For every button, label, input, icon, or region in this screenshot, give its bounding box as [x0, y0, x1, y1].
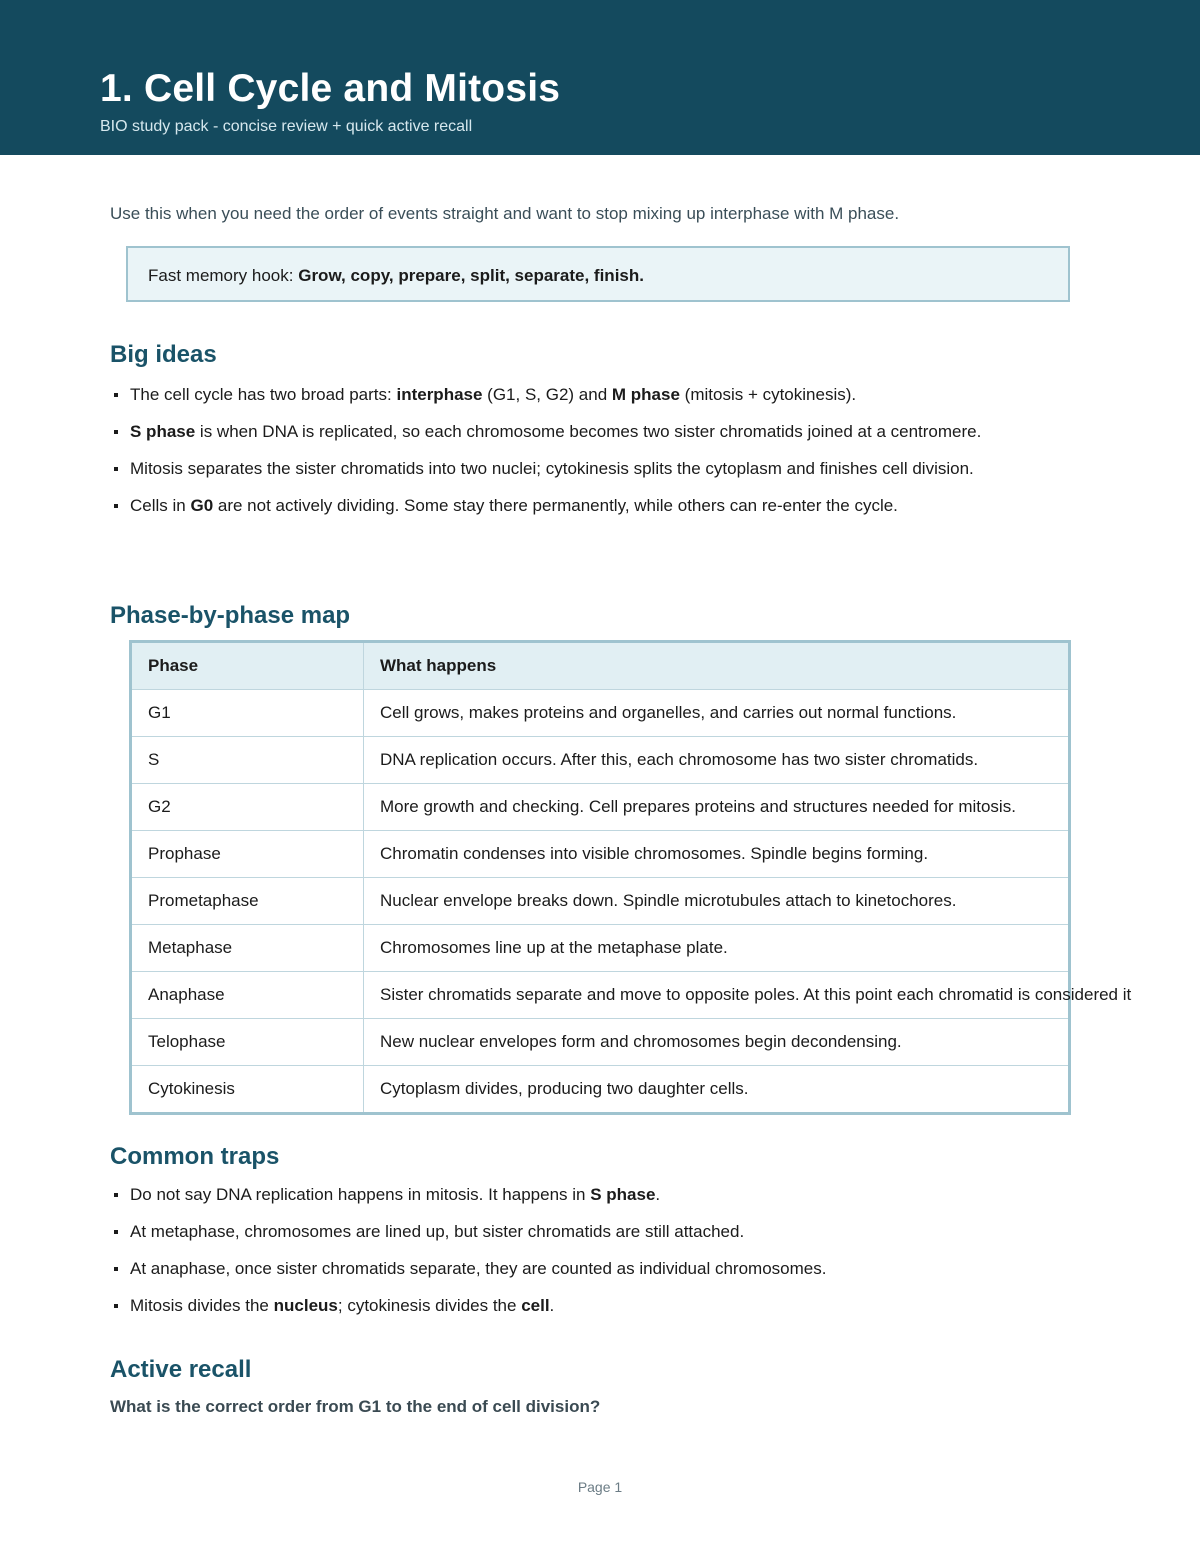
common-traps-list	[110, 1182, 1050, 1330]
common-traps-heading: Common traps	[110, 1143, 280, 1170]
text-segment: ; cytokinesis divides the	[337, 1296, 522, 1315]
description-cell: Cell grows, makes proteins and organelles, and carries out normal functions.	[364, 690, 1070, 737]
phase-cell: G2	[131, 784, 364, 831]
big-ideas-list	[110, 382, 1050, 530]
phase-cell: Telophase	[131, 1019, 364, 1066]
text-segment: .	[655, 1185, 661, 1204]
phase-cell: S	[131, 737, 364, 784]
list-item	[110, 419, 1050, 444]
text-segment: (mitosis + cytokinesis).	[679, 385, 857, 404]
phase-cell: Prophase	[131, 831, 364, 878]
table-row	[131, 737, 1070, 784]
table-header-row	[131, 642, 1070, 690]
text-segment: The cell cycle has two broad parts:	[130, 385, 397, 404]
bold-term: S phase	[130, 422, 196, 441]
page-number: Page 1	[577, 1479, 623, 1495]
table-row	[131, 784, 1070, 831]
bold-term: M phase	[611, 385, 680, 404]
list-item	[110, 1256, 1050, 1281]
bold-term: cell	[521, 1296, 550, 1315]
text-segment: .	[549, 1296, 555, 1315]
table-row	[131, 878, 1070, 925]
phase-cell: Prometaphase	[131, 878, 364, 925]
description-cell: Sister chromatids separate and move to opposite poles. At this point each chromatid is considered it	[364, 972, 1070, 1019]
phase-cell: Anaphase	[131, 972, 364, 1019]
text-segment: Mitosis divides the	[130, 1296, 274, 1315]
recall-question: What is the correct order from G1 to the end of cell division?	[110, 1397, 601, 1416]
phase-table	[129, 640, 1132, 1115]
description-cell: New nuclear envelopes form and chromosomes begin decondensing.	[364, 1019, 1070, 1066]
list-item	[110, 456, 1050, 481]
memory-hook-callout	[126, 246, 1070, 302]
table-row	[131, 831, 1070, 878]
list-item	[110, 1293, 1050, 1318]
description-cell: Chromatin condenses into visible chromosomes. Spindle begins forming.	[364, 831, 1070, 878]
text-segment: Cells in	[130, 496, 191, 515]
text-segment: Mitosis separates the sister chromatids into two nuclei; cytokinesis splits the cytoplasm and finishes cell division.	[130, 459, 974, 478]
memory-hook-text: Grow, copy, prepare, split, separate, finish.	[298, 266, 644, 285]
page-header	[0, 0, 1200, 155]
text-segment: At metaphase, chromosomes are lined up, but sister chromatids are still attached.	[130, 1222, 745, 1241]
text-segment: Do not say DNA replication happens in mitosis. It happens in	[130, 1185, 591, 1204]
table-row	[131, 1066, 1070, 1114]
intro-text: Use this when you need the order of events straight and want to stop mixing up interphase with M phase.	[110, 204, 900, 223]
table-row	[131, 925, 1070, 972]
text-segment: (G1, S, G2) and	[482, 385, 612, 404]
bold-term: G0	[190, 496, 214, 515]
description-cell: Nuclear envelope breaks down. Spindle microtubules attach to kinetochores.	[364, 878, 1070, 925]
description-cell: Cytoplasm divides, producing two daughter cells.	[364, 1066, 1070, 1114]
table-row	[131, 972, 1070, 1019]
column-header-what-happens: What happens	[364, 642, 1070, 690]
description-cell: Chromosomes line up at the metaphase plate.	[364, 925, 1070, 972]
text-segment: is when DNA is replicated, so each chromosome becomes two sister chromatids joined at a centromere.	[195, 422, 982, 441]
phase-cell: Cytokinesis	[131, 1066, 364, 1114]
table-row	[131, 1019, 1070, 1066]
bold-term: nucleus	[273, 1296, 338, 1315]
description-cell: DNA replication occurs. After this, each chromosome has two sister chromatids.	[364, 737, 1070, 784]
active-recall-heading: Active recall	[110, 1356, 252, 1383]
list-item	[110, 493, 1050, 518]
phase-cell: G1	[131, 690, 364, 737]
description-cell: More growth and checking. Cell prepares proteins and structures needed for mitosis.	[364, 784, 1070, 831]
phase-map-heading: Phase-by-phase map	[110, 602, 351, 629]
text-segment: At anaphase, once sister chromatids separate, they are counted as individual chromosomes.	[130, 1259, 827, 1278]
big-ideas-heading: Big ideas	[110, 341, 217, 368]
memory-hook-label: Fast memory hook:	[148, 266, 299, 285]
table-row	[131, 690, 1070, 737]
phase-cell: Metaphase	[131, 925, 364, 972]
list-item	[110, 382, 1050, 407]
list-item	[110, 1219, 1050, 1244]
bold-term: S phase	[590, 1185, 656, 1204]
page-subtitle: BIO study pack - concise review + quick active recall	[100, 118, 473, 135]
column-header-phase: Phase	[131, 642, 364, 690]
bold-term: interphase	[396, 385, 483, 404]
page-title: 1. Cell Cycle and Mitosis	[100, 67, 561, 110]
text-segment: are not actively dividing. Some stay there permanently, while others can re-enter the cycle.	[213, 496, 898, 515]
list-item	[110, 1182, 1050, 1207]
